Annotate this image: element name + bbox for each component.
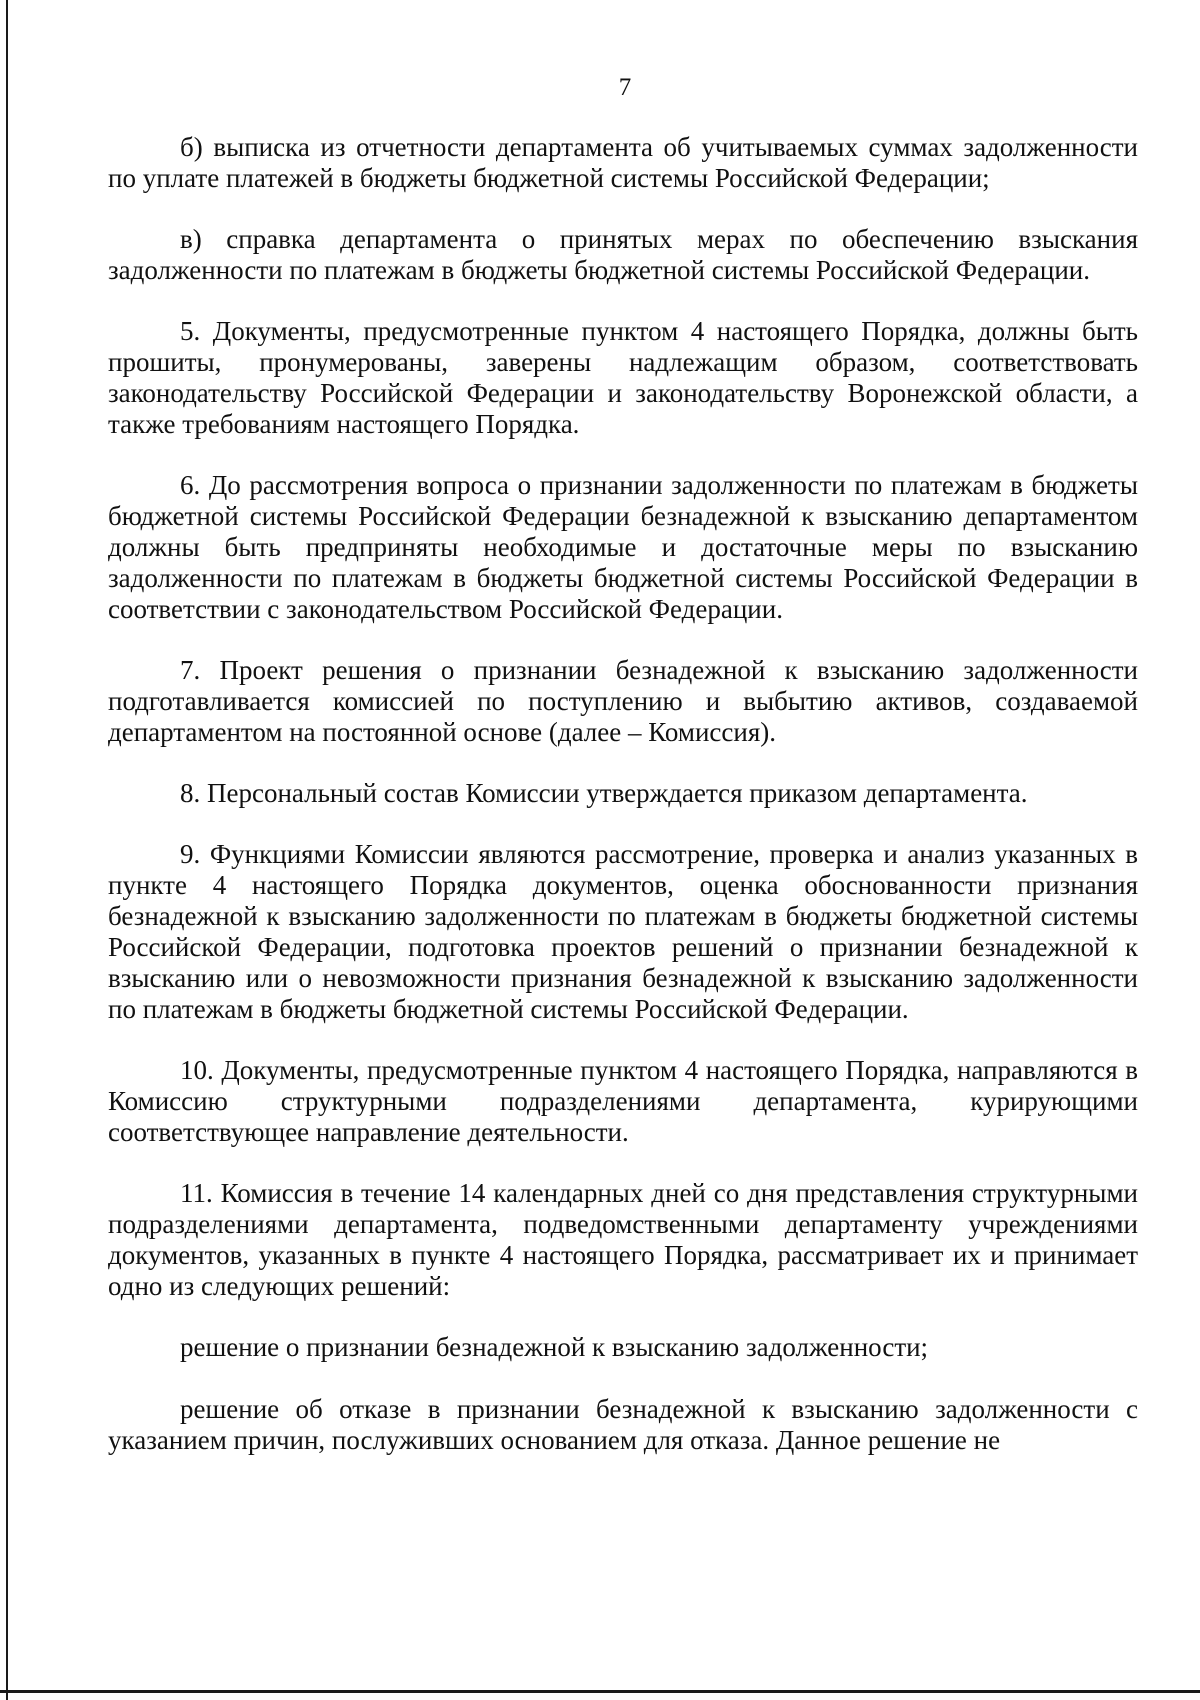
paragraph-7-draft-decision: 7. Проект решения о признании безнадежной к взысканию задолженности подготавливается комиссией по поступлению и выбытию активов, создаваемой департаментом на постоянной основе (далее – Комиссия). xyxy=(108,655,1138,747)
paragraph-b-extract: б) выписка из отчетности департамента об учитываемых суммах задолженности по уплате платежей в бюджеты бюджетной системы Российской Федерации; xyxy=(108,132,1138,193)
paragraph-8-composition: 8. Персональный состав Комиссии утверждается приказом департамента. xyxy=(180,778,1028,808)
paragraph-9-functions: 9. Функциями Комиссии являются рассмотрение, проверка и анализ указанных в пункте 4 настоящего Порядка документов, оценка обоснованности признания безнадежной к взысканию задолженности по платежам в бюджеты бюджетной системы Российской Федерации, подготовка проектов решений о признании безнадежной к взысканию или о невозможности признания безнадежной к взысканию задолженности по платежам в бюджеты бюджетной системы Российской Федерации. xyxy=(108,839,1138,1024)
paragraph-10-submission: 10. Документы, предусмотренные пунктом 4 настоящего Порядка, направляются в Комиссию структурными подразделениями департамента, курирующими соответствующее направление деятельности. xyxy=(108,1055,1138,1147)
paragraph-v-certificate: в) справка департамента о принятых мерах по обеспечению взыскания задолженности по платежам в бюджеты бюджетной системы Российской Федерации. xyxy=(108,224,1138,285)
decision-option-recognition: решение о признании безнадежной к взысканию задолженности; xyxy=(180,1332,929,1362)
page-number: 7 xyxy=(618,74,632,101)
document-body xyxy=(108,132,1138,1486)
paragraph-6-measures: 6. До рассмотрения вопроса о признании задолженности по платежам в бюджеты бюджетной системы Российской Федерации безнадежной к взысканию департаментом должны быть предприняты необходимые и достаточные меры по взысканию задолженности по платежам в бюджеты бюджетной системы Российской Федерации в соответствии с законодательством Российской Федерации. xyxy=(108,470,1138,624)
paragraph-5-documents: 5. Документы, предусмотренные пунктом 4 настоящего Порядка, должны быть прошиты, пронумерованы, заверены надлежащим образом, соответствовать законодательству Российской Федерации и законодательству Воронежской области, а также требованиям настоящего Порядка. xyxy=(108,316,1138,439)
scan-border-bottom xyxy=(0,1690,1200,1693)
paragraph-11-review: 11. Комиссия в течение 14 календарных дней со дня представления структурными подразделениями департамента, подведомственными департаменту учреждениями документов, указанных в пункте 4 настоящего Порядка, рассматривает их и принимает одно из следующих решений: xyxy=(108,1178,1138,1301)
decision-option-refusal: решение об отказе в признании безнадежной к взысканию задолженности с указанием причин, послуживших основанием для отказа. Данное решение не xyxy=(108,1394,1138,1455)
scan-border-left xyxy=(6,0,8,1700)
